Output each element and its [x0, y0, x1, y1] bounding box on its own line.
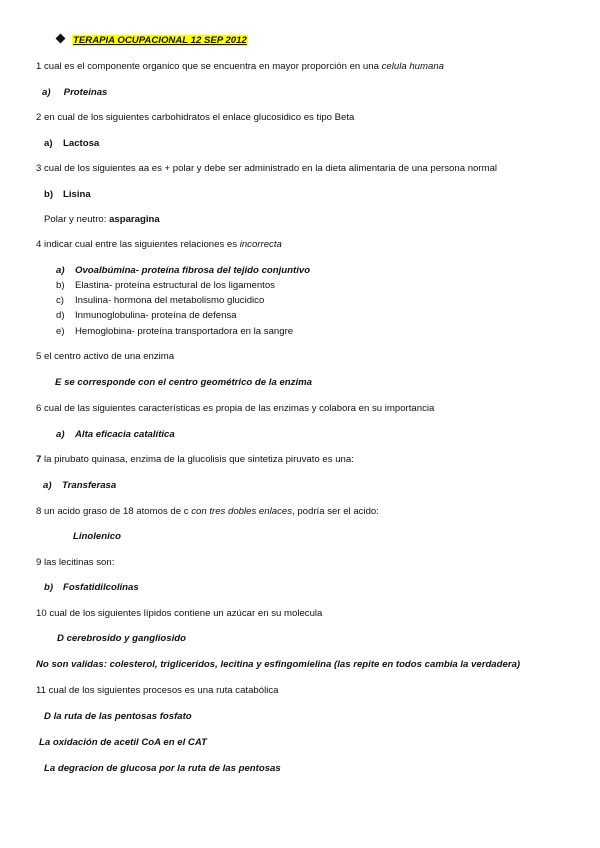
- question-8: [36, 506, 379, 518]
- answer-3: [44, 189, 91, 201]
- option-a: [56, 265, 310, 277]
- answer-text: Fosfatidilcolinas: [63, 582, 139, 593]
- option-b: [56, 280, 275, 292]
- question-emphasis: incorrecta: [239, 239, 282, 250]
- question-5: 5 el centro activo de una enzima: [36, 351, 175, 362]
- question-text: 4 indicar cual entre las siguientes relaciones es: [36, 239, 240, 250]
- question-text: la pirubato quinasa, enzima de la glucolisis que sintetiza piruvato es una:: [41, 454, 354, 465]
- question-text-after: , podría ser el acido:: [292, 506, 379, 517]
- answer-10: D cerebrosido y gangliosido: [57, 633, 187, 644]
- answer-5: E se corresponde con el centro geométrico de la enzima: [55, 377, 312, 388]
- page-title: [57, 35, 248, 47]
- note-no-validas: No son validas: colesterol, trigliceridos, lecitina y esfingomielina (las repite en todos cambia la verdadera): [36, 659, 521, 670]
- question-number: 7: [36, 454, 42, 465]
- answer-9: [44, 582, 139, 594]
- question-text: 8 un acido graso de 18 atomos de c: [36, 506, 192, 517]
- question-11: 11 cual de los siguientes procesos es una ruta catabólica: [36, 685, 279, 696]
- question-text: 1 cual es el componente organico que se encuentra en mayor proporción en una: [36, 61, 382, 72]
- title-text: TERAPIA OCUPACIONAL 12 SEP 2012: [73, 35, 247, 46]
- note-polar-neutro: [44, 214, 160, 226]
- answer-8: Linolenico: [73, 531, 121, 542]
- answer-text: Transferasa: [62, 480, 117, 491]
- answer-text: Alta eficacia catalítica: [75, 429, 175, 440]
- question-2: 2 en cual de los siguientes carbohidratos el enlace glucosidico es tipo Beta: [36, 112, 355, 123]
- answer-11-2: La oxidación de acetil CoA en el CAT: [39, 737, 207, 748]
- answer-11-1: D la ruta de las pentosas fosfato: [44, 711, 192, 722]
- question-3: 3 cual de los siguientes aa es + polar y debe ser administrado en la dieta alimentaria de una persona normal: [36, 163, 498, 174]
- answer-label: a): [56, 429, 65, 440]
- option-e: [56, 326, 293, 338]
- question-emphasis: con tres dobles enlaces: [191, 506, 292, 517]
- answer-6: [56, 429, 175, 441]
- answer-text: Lisina: [63, 189, 91, 200]
- diamond-bullet-icon: [56, 34, 66, 44]
- question-1: [36, 61, 444, 73]
- question-9: 9 las lecitinas son:: [36, 557, 115, 568]
- question-4: [36, 239, 282, 251]
- option-label: e): [56, 326, 65, 337]
- option-text: Ovoalbúmina- proteína fibrosa del tejido conjuntivo: [75, 265, 311, 276]
- option-c: [56, 295, 264, 307]
- option-label: c): [56, 295, 64, 306]
- question-10: 10 cual de los siguientes lípidos contiene un azúcar en su molecula: [36, 608, 323, 619]
- note-text: Polar y neutro:: [44, 214, 110, 225]
- option-label: a): [56, 265, 65, 276]
- answer-7: [43, 480, 116, 492]
- answer-label: a): [42, 87, 51, 98]
- option-text: Elastina- proteína estructural de los ligamentos: [75, 280, 275, 291]
- option-text: Inmunoglobulina- proteína de defensa: [75, 310, 237, 321]
- answer-2: [44, 138, 99, 150]
- option-text: Hemoglobina- proteína transportadora en la sangre: [75, 326, 294, 337]
- option-text: Insulina- hormona del metabolismo glucidico: [75, 295, 265, 306]
- answer-11-3: La degracion de glucosa por la ruta de las pentosas: [44, 763, 281, 774]
- answer-label: a): [43, 480, 52, 491]
- question-7: [36, 454, 354, 466]
- answer-text: Lactosa: [63, 138, 100, 149]
- question-6: 6 cual de las siguientes características es propia de las enzimas y colabora en su importancia: [36, 403, 435, 414]
- question-emphasis: celula humana: [381, 61, 445, 72]
- answer-label: b): [44, 582, 54, 593]
- answer-label: a): [44, 138, 53, 149]
- option-label: d): [56, 310, 65, 321]
- answer-1: [42, 87, 107, 99]
- answer-text: Proteinas: [63, 87, 108, 98]
- option-label: b): [56, 280, 65, 291]
- option-d: [56, 310, 237, 322]
- answer-label: b): [44, 189, 54, 200]
- note-answer: asparagina: [109, 214, 160, 225]
